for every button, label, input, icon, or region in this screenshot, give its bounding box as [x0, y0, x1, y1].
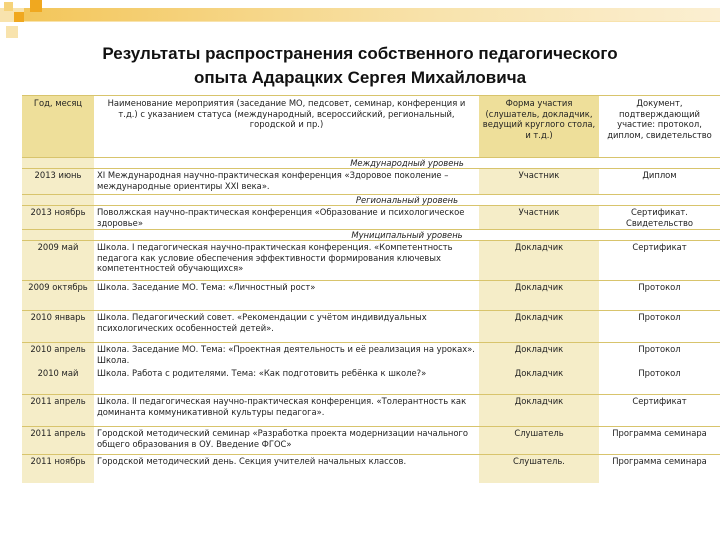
cell-event: Школа. Педагогический совет. «Рекомендации с учётом индивидуальных психологических особенностей детей». — [94, 311, 479, 343]
cell-date: 2010 январь — [22, 311, 94, 343]
table-row — [22, 241, 720, 281]
header-form: Форма участия (слушатель, докладчик, ведущий круглого стола, и т.д.) — [479, 96, 599, 158]
table-row — [22, 395, 720, 427]
table-row — [22, 455, 720, 483]
cell-form: Участник — [479, 169, 599, 195]
results-table — [22, 95, 720, 483]
table-row — [22, 281, 720, 311]
cell-date: 2009 май — [22, 241, 94, 281]
deco-square-2 — [14, 12, 24, 22]
table-row — [22, 343, 720, 367]
cell-doc: Программа семинара — [599, 455, 720, 483]
table-row — [22, 367, 720, 395]
cell-form: Слушатель. — [479, 455, 599, 483]
cell-date: 2010 май — [22, 367, 94, 395]
cell-date: 2013 июнь — [22, 169, 94, 195]
cell-event: Поволжская научно-практическая конференция «Образование и психологическое здоровье» — [94, 206, 479, 230]
table-header-row — [22, 96, 720, 158]
cell-date: 2011 апрель — [22, 395, 94, 427]
cell-form: Докладчик — [479, 395, 599, 427]
cell-doc: Программа семинара — [599, 427, 720, 455]
cell-date: 2011 апрель — [22, 427, 94, 455]
cell-event: Школа. I педагогическая научно-практическая конференция. «Компетентность педагога как условие обеспечения эффективности формирования ключевых компетентностей обучающихся» — [94, 241, 479, 281]
cell-doc: Протокол — [599, 311, 720, 343]
header-bar-accent — [24, 8, 720, 21]
cell-doc: Протокол — [599, 367, 720, 395]
title-line-2: опыта Адарацких Сергея Михайловича — [193, 68, 527, 87]
cell-date: 2009 октябрь — [22, 281, 94, 311]
cell-date: 2010 апрель — [22, 343, 94, 367]
title-line-1: Результаты распространения собственного педагогического — [102, 44, 618, 63]
cell-form: Докладчик — [479, 311, 599, 343]
header-event: Наименование мероприятия (заседание МО, педсовет, семинар, конференция и т.д.) с указанием статуса (международный, всероссийский, региональный, городской и пр.) — [94, 96, 479, 158]
section-municipal: Муниципальный уровень — [94, 230, 720, 241]
section-international: Международный уровень — [94, 158, 720, 169]
header-date: Год, месяц — [22, 96, 94, 158]
cell-form: Слушатель — [479, 427, 599, 455]
cell-event: Городской методический семинар «Разработка проекта модернизации начального общего образования в ОУ. Введение ФГОС» — [94, 427, 479, 455]
cell-event: XI Международная научно-практическая конференция «Здоровое поколение – международные ориентиры XXI века». — [94, 169, 479, 195]
cell-event: Школа. II педагогическая научно-практическая конференция. «Толерантность как доминанта коммуникативной культуры педагога». — [94, 395, 479, 427]
cell-event: Городской методический день. Секция учителей начальных классов. — [94, 455, 479, 483]
cell-date: 2013 ноябрь — [22, 206, 94, 230]
cell-event: Школа. Работа с родителями. Тема: «Как подготовить ребёнка к школе?» — [94, 367, 479, 395]
cell-form: Докладчик — [479, 343, 599, 367]
cell-form: Участник — [479, 206, 599, 230]
cell-doc: Сертификат. Свидетельство — [599, 206, 720, 230]
cell-doc: Диплом — [599, 169, 720, 195]
section-row-regional — [22, 195, 720, 206]
cell-doc: Протокол — [599, 281, 720, 311]
deco-square-1 — [30, 0, 42, 12]
section-row-international — [22, 158, 720, 169]
header-doc: Документ, подтверждающий участие: протокол, диплом, свидетельство — [599, 96, 720, 158]
cell-form: Докладчик — [479, 281, 599, 311]
cell-doc: Протокол — [599, 343, 720, 367]
cell-form: Докладчик — [479, 241, 599, 281]
table-row — [22, 206, 720, 230]
section-row-municipal — [22, 230, 720, 241]
cell-form: Докладчик — [479, 367, 599, 395]
deco-square-3 — [4, 2, 13, 11]
cell-date: 2011 ноябрь — [22, 455, 94, 483]
deco-square-4 — [6, 26, 18, 38]
table-row — [22, 427, 720, 455]
cell-event: Школа. Заседание МО. Тема: «Личностный рост» — [94, 281, 479, 311]
table-row — [22, 311, 720, 343]
cell-event: Школа. Заседание МО. Тема: «Проектная деятельность и её реализация на уроках». Школа. — [94, 343, 479, 367]
page-title — [40, 42, 680, 90]
table-row — [22, 169, 720, 195]
section-regional: Региональный уровень — [94, 195, 720, 206]
cell-doc: Сертификат — [599, 395, 720, 427]
cell-doc: Сертификат — [599, 241, 720, 281]
